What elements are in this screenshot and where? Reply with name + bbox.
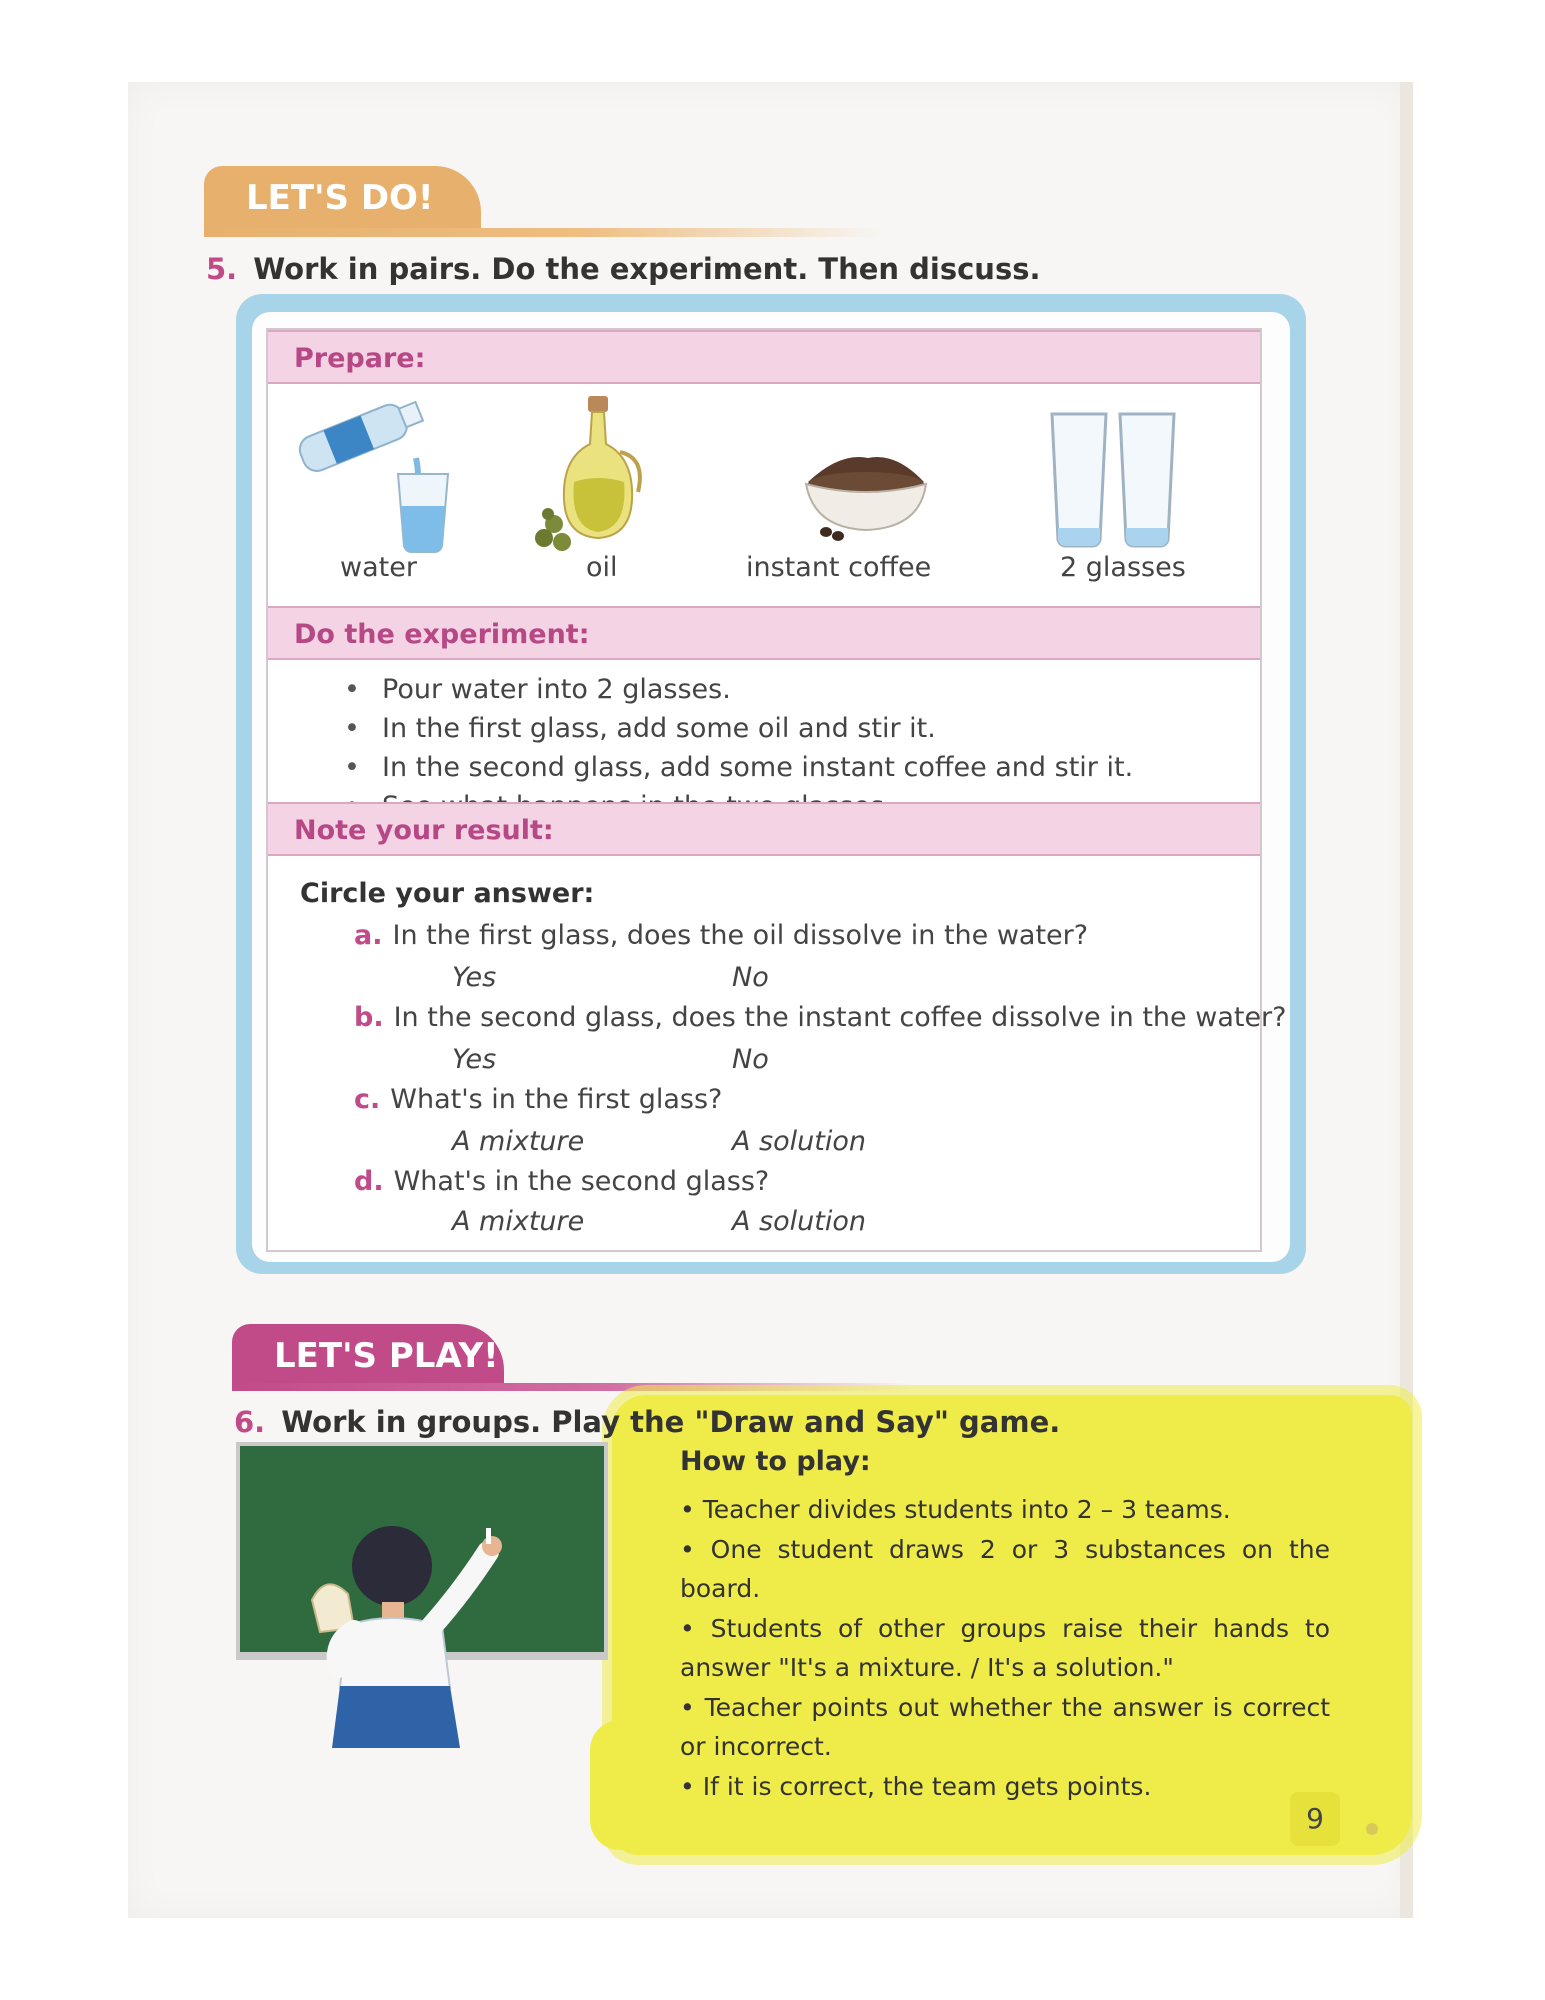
question-text: What's in the first glass? — [390, 1084, 723, 1115]
rule-item: • Teacher points out whether the answer is correct or incorrect. — [680, 1692, 1330, 1761]
caption-oil: oil — [586, 552, 618, 583]
oil-illustration — [518, 396, 718, 556]
caption-2-glasses: 2 glasses — [1060, 552, 1186, 583]
experiment-heading: Do the experiment: — [268, 606, 1260, 660]
question-letter: c. — [354, 1084, 381, 1115]
rule-item: • If it is correct, the team gets points. — [680, 1771, 1152, 1801]
blackboard-illustration — [236, 1442, 608, 1748]
question-d — [354, 1166, 769, 1197]
lets-do-underline — [204, 228, 884, 237]
option-mixture[interactable]: A mixture — [452, 1206, 585, 1237]
decorative-dot — [1366, 1823, 1378, 1835]
two-glasses-icon — [1028, 396, 1228, 556]
option-solution[interactable]: A solution — [732, 1206, 866, 1237]
step-item: • Pour water into 2 glasses. — [344, 670, 1133, 709]
question-letter: d. — [354, 1166, 384, 1197]
prepare-heading: Prepare: — [268, 330, 1260, 384]
step-item: • In the second glass, add some instant coffee and stir it. — [344, 748, 1133, 787]
caption-water: water — [340, 552, 417, 583]
caption-instant-coffee: instant coffee — [746, 552, 932, 583]
lets-do-banner: LET'S DO! — [204, 166, 481, 230]
question-text: In the first glass, does the oil dissolve in the water? — [392, 920, 1089, 951]
water-bottle-icon — [288, 396, 488, 556]
question-b — [354, 1002, 1287, 1033]
water-illustration — [288, 396, 488, 556]
rule-item: • One student draws 2 or 3 substances on the board. — [680, 1534, 1330, 1603]
question-a — [354, 920, 1088, 951]
task-5-instruction — [206, 252, 1040, 286]
student-at-board-icon — [236, 1442, 608, 1748]
option-solution[interactable]: A solution — [732, 1126, 866, 1157]
rule-item: • Teacher divides students into 2 – 3 teams. — [680, 1495, 1231, 1524]
question-letter: b. — [354, 1002, 384, 1033]
task-6-instruction — [234, 1405, 1060, 1439]
question-text: What's in the second glass? — [393, 1166, 770, 1197]
option-yes[interactable]: Yes — [452, 962, 497, 993]
lets-play-underline — [232, 1383, 912, 1391]
question-text: In the second glass, does the instant coffee dissolve in the water? — [393, 1002, 1287, 1033]
how-to-play-heading: How to play: — [680, 1446, 871, 1477]
circle-answer-heading: Circle your answer: — [300, 878, 595, 909]
rule-item: • Students of other groups raise their hands to answer "It's a mixture. / It's a solution." — [680, 1613, 1330, 1682]
task-number: 5. — [206, 252, 238, 286]
option-no[interactable]: No — [732, 1044, 769, 1075]
lets-play-banner: LET'S PLAY! — [232, 1324, 504, 1388]
question-c — [354, 1084, 722, 1115]
game-name: "Draw and Say" game. — [694, 1405, 1061, 1439]
result-heading: Note your result: — [268, 802, 1260, 856]
glasses-illustration — [1028, 396, 1228, 556]
task-number: 6. — [234, 1405, 266, 1439]
coffee-bowl-icon — [768, 396, 968, 556]
rules-list — [680, 1490, 1330, 1806]
question-letter: a. — [354, 920, 383, 951]
option-yes[interactable]: Yes — [452, 1044, 497, 1075]
oil-bottle-icon — [518, 396, 718, 556]
page-number: 9 — [1290, 1792, 1340, 1846]
option-no[interactable]: No — [732, 962, 769, 993]
experiment-card — [266, 328, 1287, 1252]
coffee-illustration — [768, 396, 968, 556]
option-mixture[interactable]: A mixture — [452, 1126, 585, 1157]
task-text: Work in groups. Play the — [281, 1405, 695, 1439]
task-text: Work in pairs. Do the experiment. Then discuss. — [253, 252, 1041, 286]
step-item: • In the first glass, add some oil and stir it. — [344, 709, 1133, 748]
